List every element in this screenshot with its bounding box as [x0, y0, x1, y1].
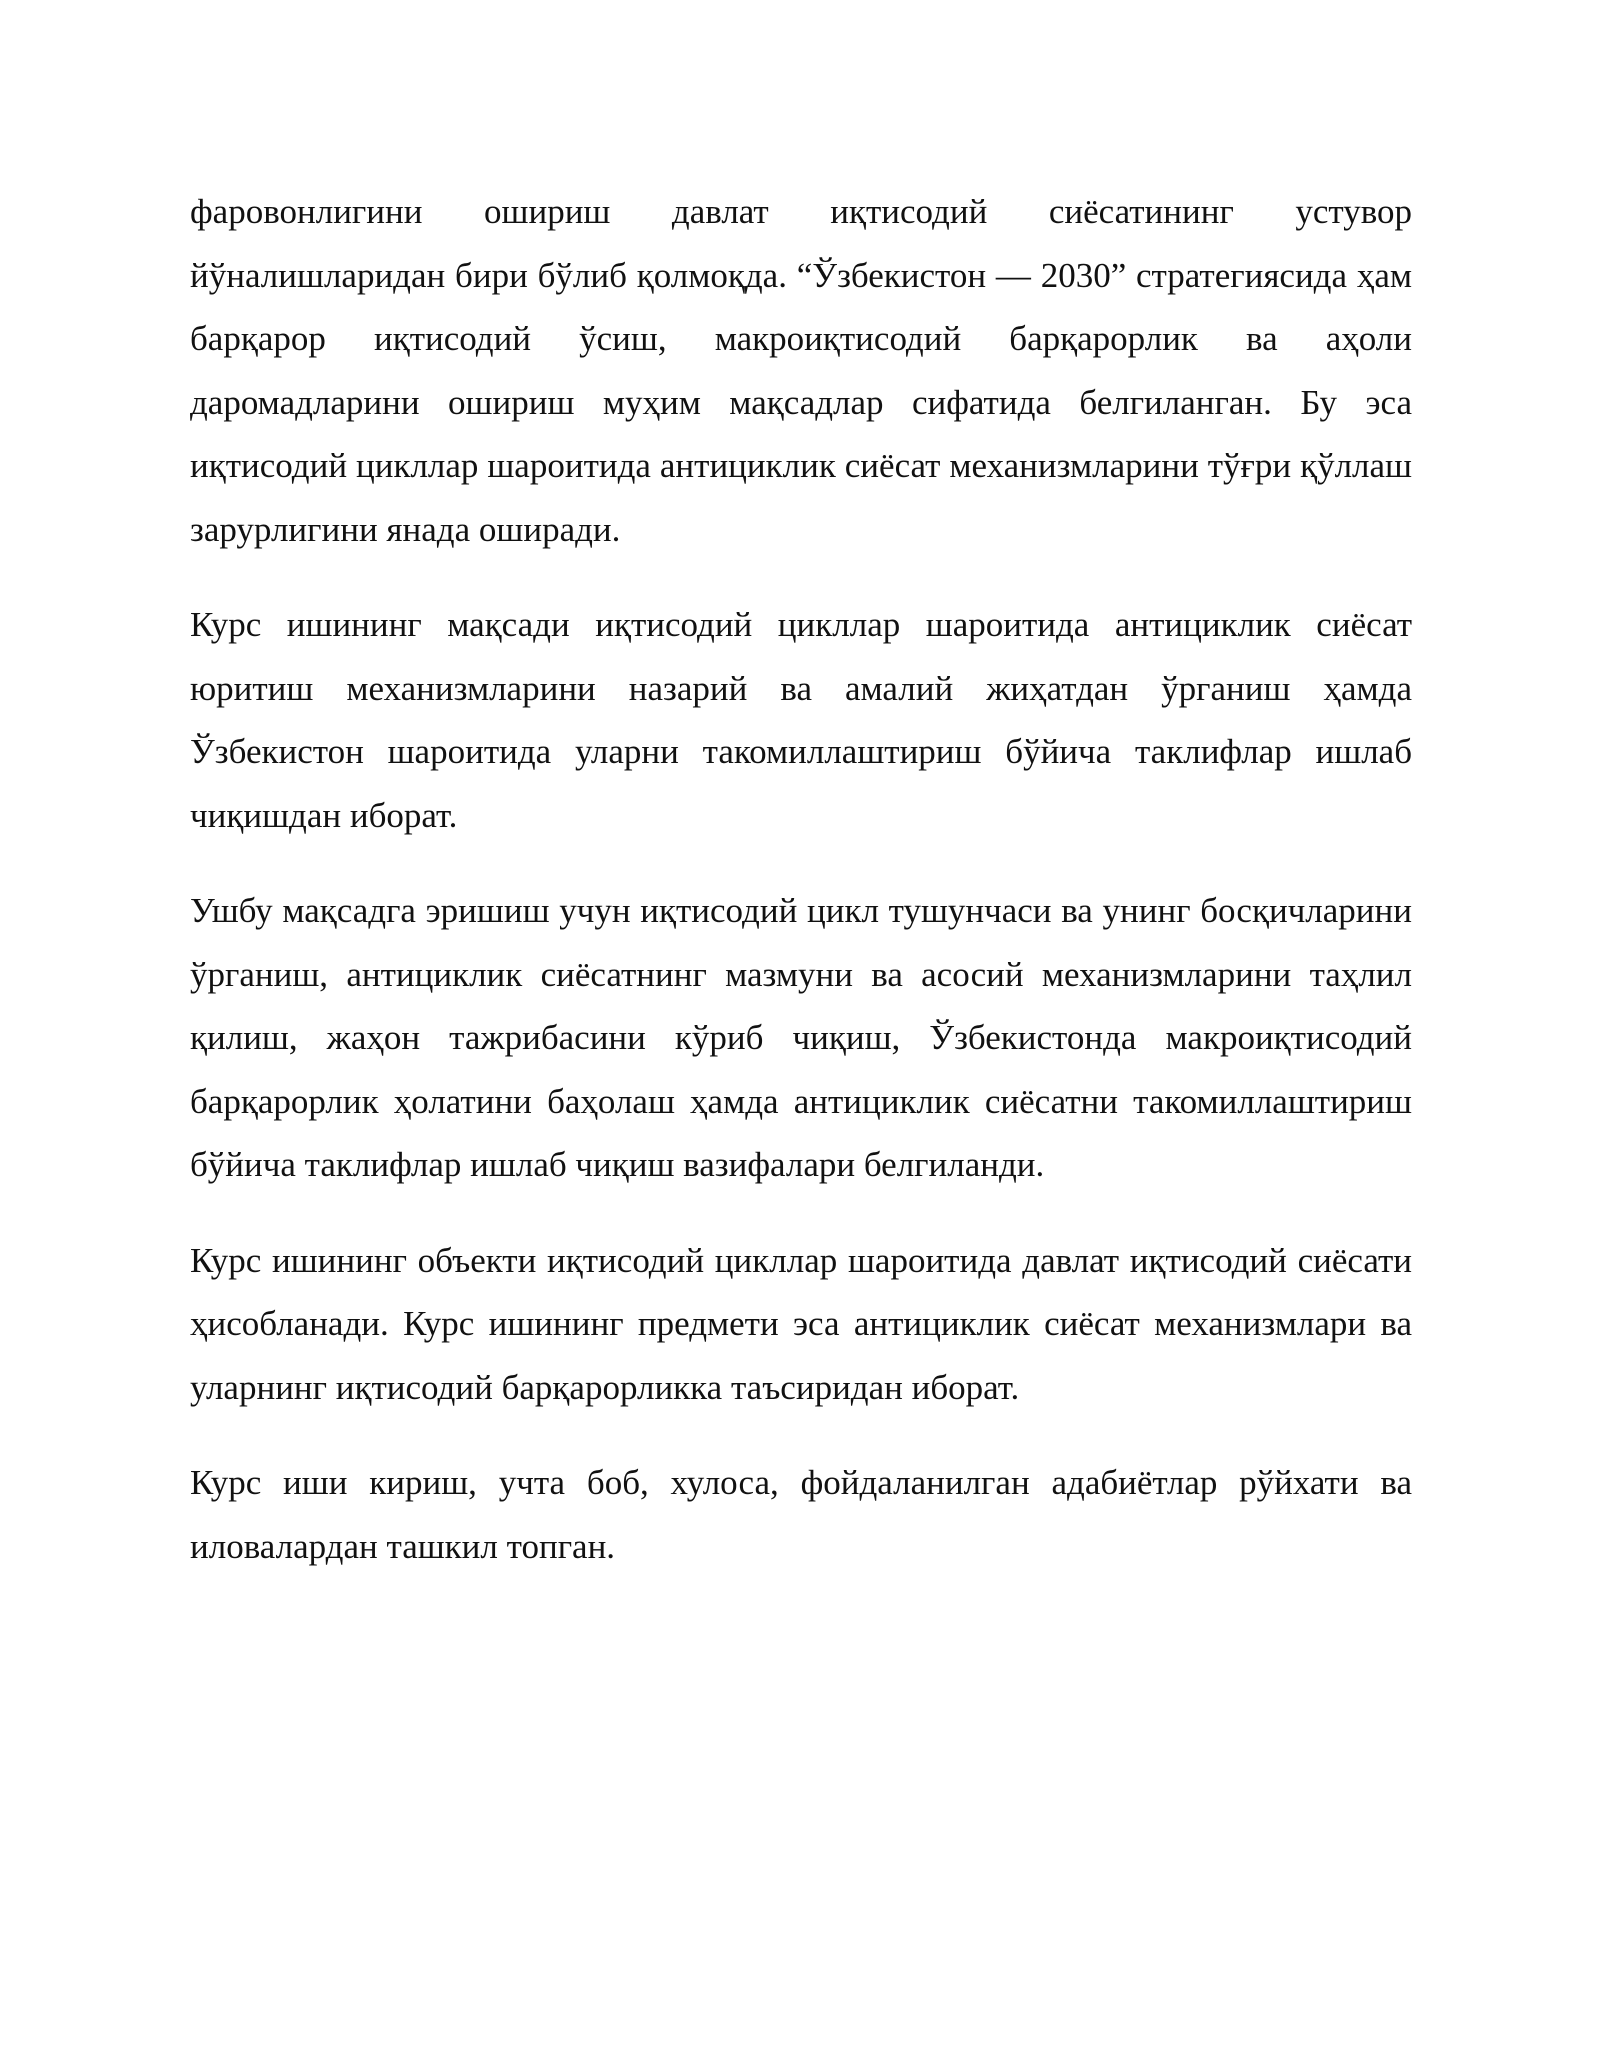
paragraph-1: фаровонлигини ошириш давлат иқтисодий сиёсатининг устувор йўналишларидан бири бўлиб қолмоқда. “Ўзбекистон — 2030” стратегиясида ҳам барқарор иқтисодий ўсиш, макроиқтисодий барқарорлик ва аҳоли даромадларини ошириш муҳим мақсадлар сифатида белгиланган. Бу эса иқтисодий цикллар шароитида антициклик сиёсат механизмларини тўғри қўллаш зарурлигини янада оширади. — [190, 192, 1412, 549]
paragraph-2: Курс ишининг мақсади иқтисодий цикллар шароитида антициклик сиёсат юритиш механизмларини назарий ва амалий жиҳатдан ўрганиш ҳамда Ўзбекистон шароитида уларни такомиллаштириш бўйича таклифлар ишлаб чиқишдан иборат. — [190, 605, 1412, 835]
document-body — [190, 180, 1412, 1578]
paragraph-5: Курс иши кириш, учта боб, хулоса, фойдаланилган адабиётлар рўйхати ва иловалардан ташкил топган. — [190, 1463, 1412, 1566]
paragraph-3: Ушбу мақсадга эришиш учун иқтисодий цикл тушунчаси ва унинг босқичларини ўрганиш, антициклик сиёсатнинг мазмуни ва асосий механизмларини таҳлил қилиш, жаҳон тажрибасини кўриб чиқиш, Ўзбекистонда макроиқтисодий барқарорлик ҳолатини баҳолаш ҳамда антициклик сиёсатни такомиллаштириш бўйича таклифлар ишлаб чиқиш вазифалари белгиланди. — [190, 891, 1412, 1184]
paragraph-4: Курс ишининг объекти иқтисодий цикллар шароитида давлат иқтисодий сиёсати ҳисобланади. Курс ишининг предмети эса антициклик сиёсат механизмлари ва уларнинг иқтисодий барқарорликка таъсиридан иборат. — [190, 1240, 1412, 1407]
